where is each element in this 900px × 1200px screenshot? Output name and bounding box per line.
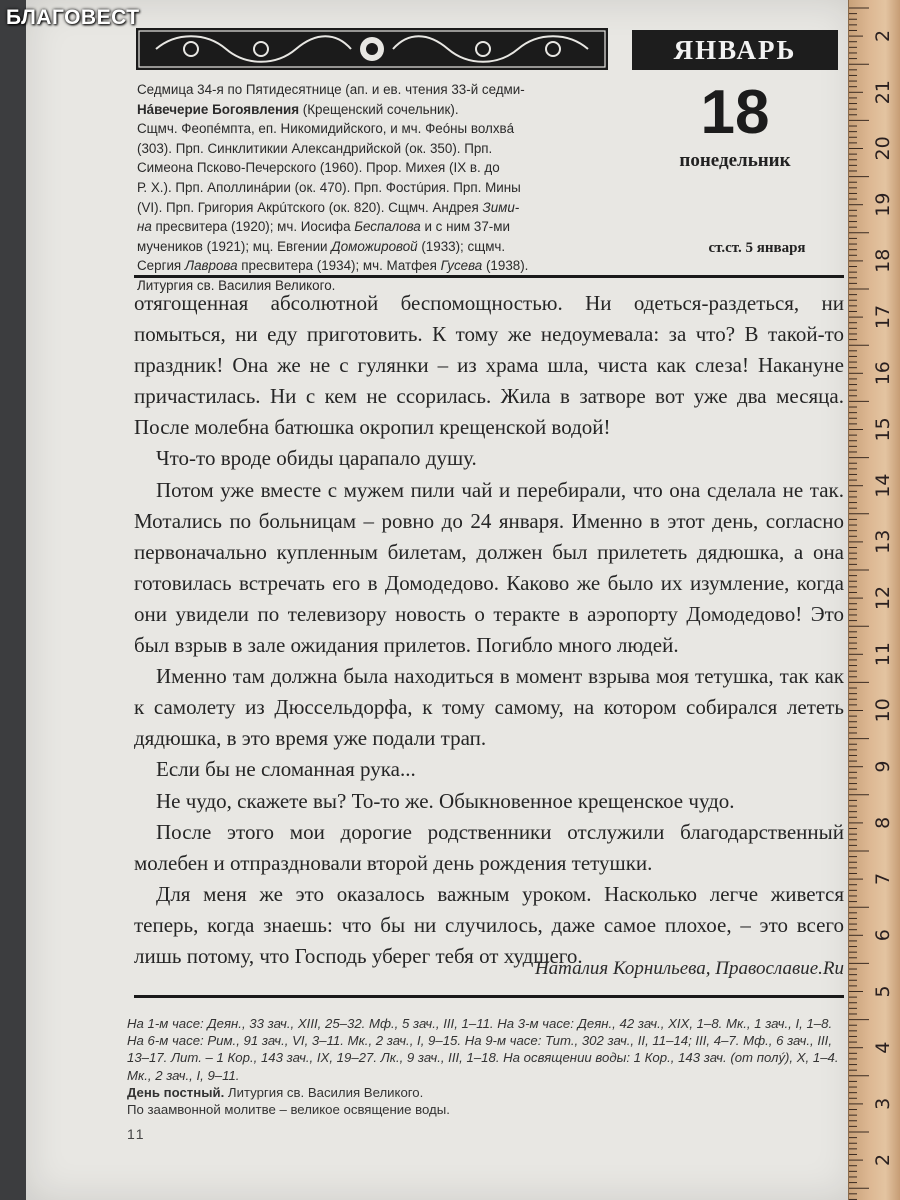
liturgy-note: Литургия св. Василия Великого. xyxy=(224,1084,424,1100)
saints-of-the-day xyxy=(137,80,615,296)
saints-line: Симеона Псково-Печерского (1960). Прор. Михея (IX в. до xyxy=(137,160,500,176)
paragraph: Для меня же это оказалось важным уроком. Насколько легче живется теперь, когда знаешь: что бы ни случилось, даже самое плохое, – это всего лишь потому, что Господь уберег тебя от худшего. xyxy=(134,881,844,968)
saints-line: (303). Прп. Синклитикии Александрийской (ок. 350). Прп. xyxy=(137,140,493,156)
day-number: 18 xyxy=(700,78,770,147)
article-body xyxy=(134,288,844,972)
saints-line: Литургия св. Василия Великого. xyxy=(137,277,336,293)
saints-line: Сщмч. Феопéмпта, еп. Никомидийского, и мч. Феóны волхвá xyxy=(137,121,515,137)
paragraph: Потом уже вместе с мужем пили чай и перебирали, что она сделала не так. Мотались по больницам – ровно до 24 января. Именно в этот день, согласно первоначально купленным билетам, должен был прилететь дядюшка, а она готовилась встречать его в Домодедово. Каково же было их изумление, когда они увидели по телевизору новость о теракте в аэропорту Домодедово! Это был взрыв в зале ожидания прилетов. Погибло много людей. xyxy=(134,477,844,658)
ruler-label: 2 xyxy=(872,1153,894,1167)
ruler-label: 20 xyxy=(872,136,894,161)
book-page xyxy=(26,0,856,1200)
weekday-label: понедельник xyxy=(679,150,791,171)
scripture-readings xyxy=(127,1015,847,1118)
ruler-label: 6 xyxy=(872,929,894,942)
ruler-label: 11 xyxy=(872,642,894,667)
ruler-label: 2 xyxy=(872,29,894,43)
ruler-label: 4 xyxy=(872,1041,894,1054)
top-divider xyxy=(134,275,844,278)
saints-name-italic: Лаврова xyxy=(184,258,238,274)
water-blessing-note: По заамвонной молитве – великое освящение воды. xyxy=(127,1102,450,1118)
ruler-label: 10 xyxy=(872,698,894,723)
paragraph: Не чудо, скажете вы? То-то же. Обыкновенное крещенское чудо. xyxy=(156,788,735,813)
ruler-label: 9 xyxy=(872,760,894,773)
author-signature: Наталия Корнильева, Православие.Ru xyxy=(534,958,844,979)
saints-name-italic: Беспалова xyxy=(354,219,421,235)
ruler-label: 19 xyxy=(872,192,894,217)
old-style-date: ст.ст. 5 января xyxy=(708,240,806,256)
paragraph: После этого мои дорогие родственники отслужили благодарственный молебен и отпраздновали второй день рождения тетушки. xyxy=(134,819,844,875)
saints-line: Седмица 34-я по Пятидесятнице (ап. и ев. чтения 33-й седми- xyxy=(137,82,525,97)
ruler-label: 8 xyxy=(872,816,894,829)
paragraph: Именно там должна была находиться в момент взрыва моя тетушка, так как к самолету из Дюссельдорфа, к тому самому, на котором собирался лететь дядюшка, в это время уже подали трап. xyxy=(134,664,844,751)
saints-line: пресвитера (1920); мч. Иосифа xyxy=(151,219,355,235)
saints-line: пресвитера (1934); мч. Матфея xyxy=(237,258,441,274)
ruler-label: 5 xyxy=(872,985,894,998)
saints-line: и с ним 37-ми xyxy=(420,219,510,235)
saints-line: Сергия xyxy=(137,258,185,274)
ruler-label: 16 xyxy=(872,361,894,386)
measuring-ruler xyxy=(848,0,900,1200)
paragraph: отягощенная абсолютной беспомощностью. Ни одеться-раздеться, ни помыться, ни еду приготовить. К тому же недоумевала: за что? В такой-то праздник! Она же не с гулянки – из храма шла, чиста как слеза! Накануне причастилась. Ни с кем не ссорилась. Жила в затворе вот уже два месяца. После молебна батюшка окропил крещенской водой! xyxy=(134,291,844,440)
feast-title: Нáвечерие Богоявления xyxy=(137,101,300,117)
saints-name-italic: на xyxy=(137,219,152,235)
ruler-label: 3 xyxy=(872,1097,894,1110)
paragraph: Что-то вроде обиды царапало душу. xyxy=(156,446,477,471)
saints-name-italic: Зими- xyxy=(482,199,520,215)
ruler-label: 13 xyxy=(872,529,894,554)
saints-line: (VI). Прп. Григория Акрúтского (ок. 820). Сщмч. Андрея xyxy=(137,199,483,215)
saints-line: (Крещенский сочельник). xyxy=(299,101,459,117)
saints-line: (1933); сщмч. xyxy=(417,238,506,254)
ruler-label: 14 xyxy=(872,473,894,498)
ruler-label: 17 xyxy=(872,304,894,330)
saints-name-italic: Гусева xyxy=(440,258,483,274)
fast-day-label: День постный. xyxy=(127,1084,225,1100)
ornament-band xyxy=(136,28,608,70)
store-watermark: БЛАГОВЕСТ xyxy=(6,6,140,29)
page-number: 11 xyxy=(127,1126,146,1142)
ruler-label: 12 xyxy=(872,585,894,611)
bottom-divider xyxy=(134,995,844,998)
ruler-label: 7 xyxy=(872,872,894,886)
saints-line: (1938). xyxy=(482,258,529,274)
ruler-label: 15 xyxy=(872,417,894,442)
readings-text: На 1-м часе: Деян., 33 зач., XIII, 25–32. Мф., 5 зач., III, 1–11. На 3-м часе: Деян., 42 зач., XIX, 1–8. Мк., 1 зач., I, 1–8. На 6-м часе: Рим., 91 зач., VI, 3–11. Мк., 2 зач., I, 9–15. На 9-м часе: Тит., 302 зач., II, 11–14; III, 4–7. Мф., 6 зач., III, 13–17. Лит. – 1 Кор., 143 зач., IX, 19–27. Лк., 9 зач., III, 1–18. На освящении воды: 1 Кор., 143 зач. (от полý), X, 1–4. Мк., 2 зач., I, 9–11. xyxy=(127,1016,839,1083)
saints-line: Р. Х.). Прп. Аполлинáрии (ок. 470). Прп. Фостúрия. Прп. Мины xyxy=(137,179,521,195)
saints-name-italic: Доможировой xyxy=(331,238,418,254)
month-header: ЯНВАРЬ xyxy=(632,30,838,70)
saints-line: мучеников (1921); мц. Евгении xyxy=(137,238,332,254)
paragraph: Если бы не сломанная рука... xyxy=(156,757,416,782)
ruler-label: 21 xyxy=(872,80,894,105)
ruler-label: 18 xyxy=(872,248,894,273)
